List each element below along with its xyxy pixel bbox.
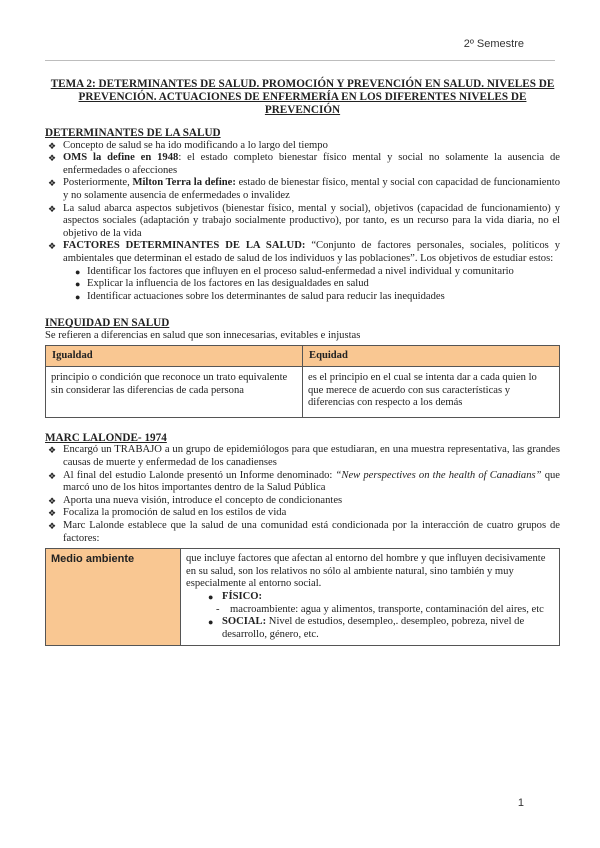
column-header-equidad: Equidad xyxy=(303,345,560,367)
determinantes-list xyxy=(45,140,560,266)
diamond-bullet-icon: ❖ xyxy=(48,140,57,151)
diamond-bullet-icon: ❖ xyxy=(48,470,57,481)
list-item: ● Identificar actuaciones sobre los determinantes de salud para reducir las inequidades xyxy=(75,290,445,302)
medio-ambiente-description: que incluye factores que afectan al entorno del hombre y que influyen decisivamente en su salud, son los relativos no sólo al ambiente natural, sino también y muy especialmente al entorno social. xyxy=(186,553,546,590)
list-item: ❖ Focaliza la promoción de salud en los estilos de vida xyxy=(48,507,287,519)
diamond-bullet-icon: ❖ xyxy=(48,153,57,164)
list-item: ● SOCIAL: Nivel de estudios, desempleo,. desempleo, pobreza, nivel de desarrollo, género, etc. xyxy=(208,616,525,640)
list-item: ❖ Al final del estudio Lalonde presentó un Informe denominado: “New perspectives on the health of Canadians” que marcó uno de los hitos importantes dentro de la Salud Pública xyxy=(48,469,560,494)
inequidad-intro: Se refieren a diferencias en salud que son innecesarias, evitables e injustas xyxy=(45,329,361,341)
section-heading-determinantes: DETERMINANTES DE LA SALUD xyxy=(45,127,221,139)
diamond-bullet-icon: ❖ xyxy=(48,445,57,456)
list-item: ❖ La salud abarca aspectos subjetivos (bienestar físico, mental y social), objetivos (capacidad de funcionamiento) y aspectos sociales (adaptación y trabajo socialmente productivo), por tanto, es un recurso para la vida diaria, no el objetivo de la vida xyxy=(48,202,560,239)
table-row xyxy=(46,367,560,418)
medio-ambiente-list-social xyxy=(186,616,554,641)
list-item: ● FÍSICO: xyxy=(208,591,263,602)
medio-ambiente-table xyxy=(45,548,560,646)
page-number: 1 xyxy=(517,797,524,809)
diamond-bullet-icon: ❖ xyxy=(48,203,57,214)
diamond-bullet-icon: ❖ xyxy=(48,495,57,506)
dot-bullet-icon: ● xyxy=(208,592,214,602)
list-item: ❖ FACTORES DETERMINANTES DE LA SALUD: “Conjunto de factores personales, sociales, políticos y ambientales que determinan el estado de salud de los individuos y las poblaciones”. Los objetivos de estudiar estos: xyxy=(48,240,560,264)
list-item: ❖ Concepto de salud se ha ido modificando a lo largo del tiempo xyxy=(48,139,328,151)
dash-bullet-icon: - xyxy=(216,603,220,615)
cell-equidad-definition: es el principio en el cual se intenta dar a cada quien lo que merece de acuerdo con sus características y diferencias con respecto a los demás xyxy=(303,367,560,418)
dot-bullet-icon: ● xyxy=(75,291,81,302)
list-item: ❖ OMS la define en 1948: el estado completo bienestar físico mental y social no solamente la ausencia de enfermedades o afecciones xyxy=(48,152,561,176)
header-divider xyxy=(45,60,555,61)
column-header-igualdad: Igualdad xyxy=(46,345,303,367)
section-determinantes xyxy=(45,127,560,303)
dot-bullet-icon: ● xyxy=(208,617,214,628)
dot-bullet-icon: ● xyxy=(75,266,81,277)
table-header-row xyxy=(46,345,560,367)
medio-ambiente-content xyxy=(181,549,560,646)
section-lalonde xyxy=(45,432,560,647)
diamond-bullet-icon: ❖ xyxy=(48,508,57,519)
list-item: ● Explicar la influencia de los factores en las desigualdades en salud xyxy=(75,278,369,290)
table-row xyxy=(46,549,560,646)
diamond-bullet-icon: ❖ xyxy=(48,178,57,189)
medio-ambiente-label: Medio ambiente xyxy=(46,549,181,646)
section-heading-lalonde: MARC LALONDE- 1974 xyxy=(45,431,167,444)
lalonde-list xyxy=(45,444,560,545)
report-title: “New perspectives on the health of Canadians” xyxy=(335,469,542,481)
objectives-list xyxy=(45,266,560,304)
medio-ambiente-list xyxy=(186,591,554,604)
list-item: ❖ Posteriormente, Milton Terra la define: estado de bienestar físico, mental y social con capacidad de funcionamiento y no solamente ausencia de enfermedades o invalidez xyxy=(48,177,560,201)
list-item: ❖ Aporta una nueva visión, introduce el concepto de condicionantes xyxy=(48,494,343,506)
diamond-bullet-icon: ❖ xyxy=(48,521,57,532)
list-item: ❖ Encargó un TRABAJO a un grupo de epidemiólogos para que estudiaran, en una muestra representativa, las grandes causas de muerte y enfermedad de los canadienses xyxy=(48,444,560,469)
section-inequidad xyxy=(45,317,560,418)
dot-bullet-icon: ● xyxy=(75,279,81,290)
section-heading-inequidad: INEQUIDAD EN SALUD xyxy=(45,317,170,330)
igualdad-equidad-table xyxy=(45,345,560,418)
list-item: ● Identificar los factores que influyen en el proceso salud-enfermedad a nivel individual y comunitario xyxy=(75,265,514,277)
document-body xyxy=(45,78,560,646)
list-item: ❖ Marc Lalonde establece que la salud de una comunidad está condicionada por la interacción de cuatro grupos de factores: xyxy=(48,520,560,544)
list-item: - macroambiente: agua y alimentos, transporte, contaminación del aires, etc xyxy=(216,603,544,615)
page-header-semester: 2º Semestre xyxy=(463,38,524,50)
diamond-bullet-icon: ❖ xyxy=(48,241,57,252)
document-title: TEMA 2: DETERMINANTES DE SALUD. PROMOCIÓN Y PREVENCIÓN EN SALUD. NIVELES DE PREVENCIÓN. ACTUACIONES DE ENFERMERÍA EN LOS DIFERENTES NIVELES DE PREVENCIÓN xyxy=(50,78,555,116)
fisico-sublist xyxy=(186,604,554,617)
cell-igualdad-definition: principio o condición que reconoce un trato equivalente sin considerar las diferencias de cada persona xyxy=(46,367,303,418)
